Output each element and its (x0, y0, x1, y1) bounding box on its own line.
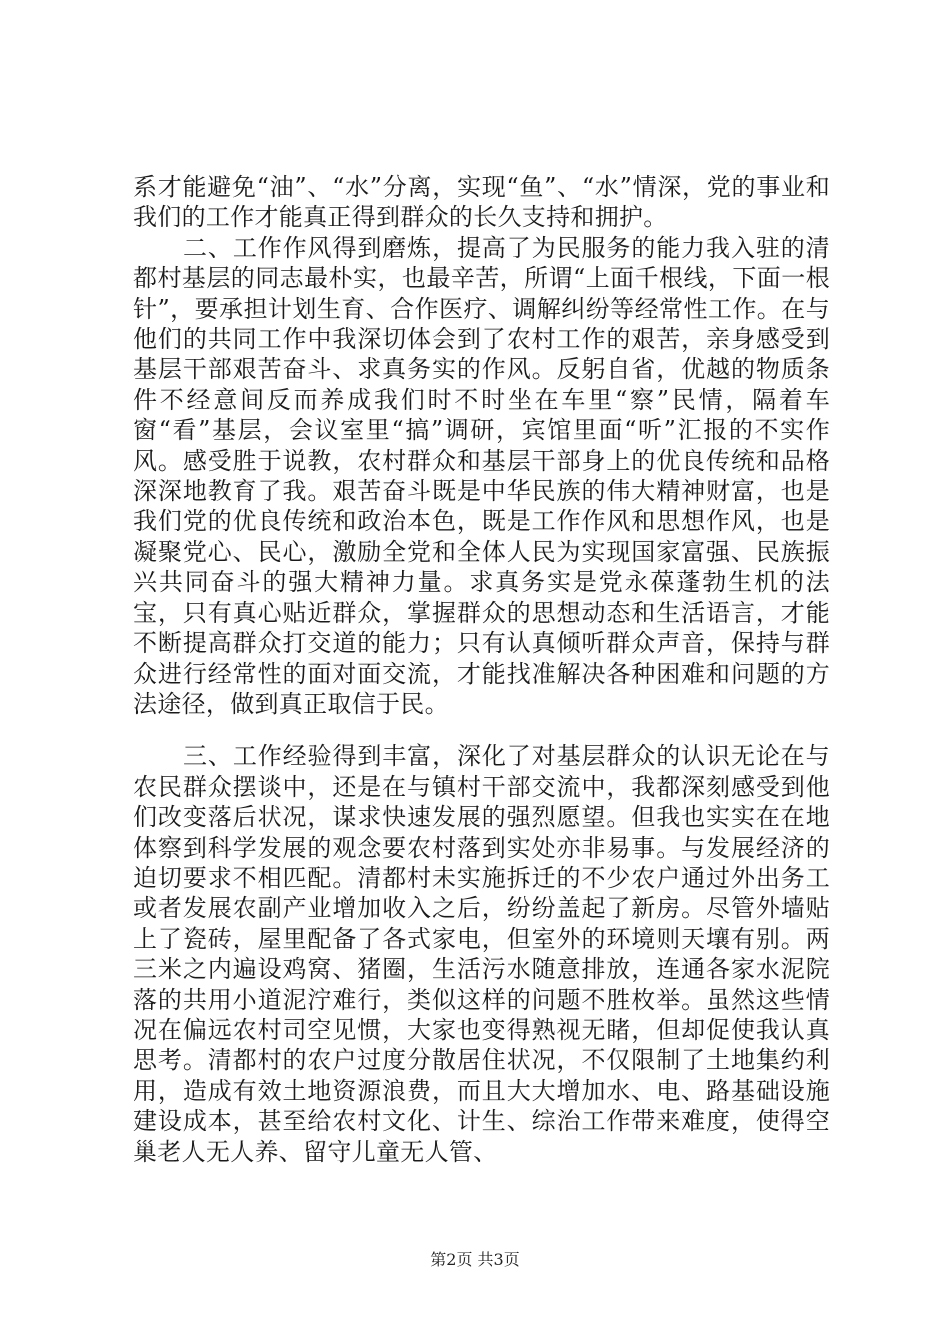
document-body (133, 172, 830, 1167)
paragraph-section-two: 二、工作作风得到磨炼，提高了为民服务的能力我入驻的清都村基层的同志最朴实，也最辛苦，所谓“上面千根线，下面一根针”，要承担计划生育、合作医疗、调解纠纷等经常性工作。在与他们的共同工作中我深切体会到了农村工作的艰苦，亲身感受到基层干部艰苦奋斗、求真务实的作风。反躬自省，优越的物质条件不经意间反而养成我们时不时坐在车里“察”民情，隔着车窗“看”基层，会议室里“搞”调研，宾馆里面“听”汇报的不实作风。感受胜于说教，农村群众和基层干部身上的优良传统和品格深深地教育了我。艰苦奋斗既是中华民族的伟大精神财富，也是我们党的优良传统和政治本色，既是工作作风和思想作风，也是凝聚党心、民心，激励全党和全体人民为实现国家富强、民族振兴共同奋斗的强大精神力量。求真务实是党永葆蓬勃生机的法宝，只有真心贴近群众，掌握群众的思想动态和生活语言，才能不断提高群众打交道的能力；只有认真倾听群众声音，保持与群众进行经常性的面对面交流，才能找准解决各种困难和问题的方法途径，做到真正取信于民。 (133, 233, 830, 718)
paragraph-gap (133, 719, 830, 741)
paragraph-section-three: 三、工作经验得到丰富，深化了对基层群众的认识无论在与农民群众摆谈中，还是在与镇村干部交流中，我都深刻感受到他们改变落后状况，谋求快速发展的强烈愿望。但我也实实在在地体察到科学发展的观念要农村落到实处亦非易事。与发展经济的迫切要求不相匹配。清都村未实施拆迁的不少农户通过外出务工或者发展农副产业增加收入之后，纷纷盖起了新房。尽管外墙贴上了瓷砖，屋里配备了各式家电，但室外的环境则天壤有别。两三米之内遍设鸡窝、猪圈，生活污水随意排放，连通各家水泥院落的共用小道泥泞难行，类似这样的问题不胜枚举。虽然这些情况在偏远农村司空见惯，大家也变得熟视无睹，但却促使我认真思考。清都村的农户过度分散居住状况，不仅限制了土地集约利用，造成有效土地资源浪费，而且大大增加水、电、路基础设施建设成本，甚至给农村文化、计生、综治工作带来难度，使得空巢老人无人养、留守儿童无人管、 (133, 742, 830, 1166)
page-footer: 第2页 共3页 (430, 1250, 520, 1269)
paragraph-continuation: 系才能避免“油”、“水”分离，实现“鱼”、“水”情深，党的事业和我们的工作才能真正得到群众的长久支持和拥护。 (133, 173, 830, 232)
